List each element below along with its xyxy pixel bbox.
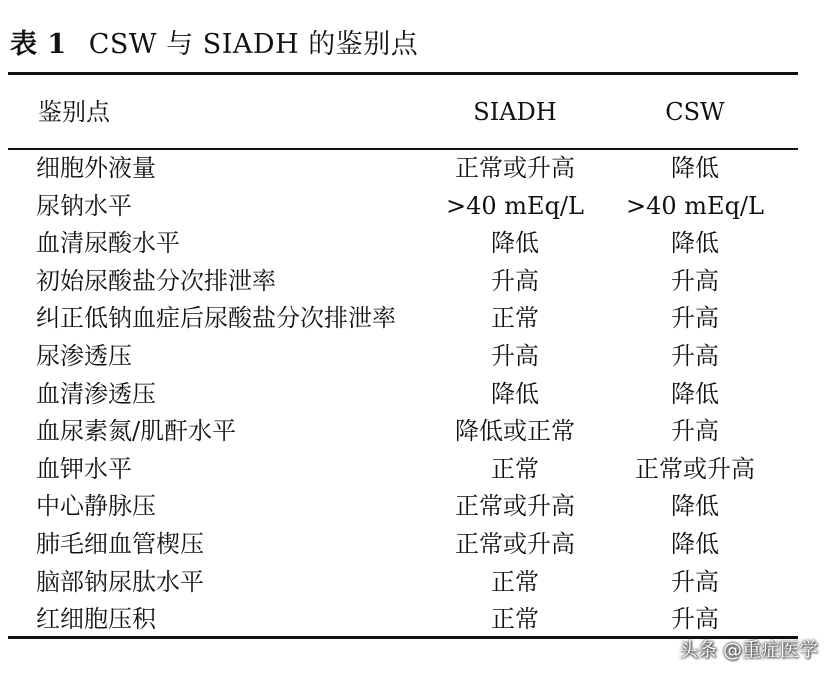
header-csw: CSW [665,98,725,126]
table-row [0,188,832,226]
cell-csw: 降低 [671,529,719,558]
cell-csw: 降低 [671,154,719,182]
table-row [0,564,832,602]
cell-criterion: 血尿素氮/肌酐水平 [36,417,237,446]
watermark [649,635,818,662]
cell-criterion: 肺毛细血管楔压 [36,529,204,558]
cell-siadh: 正常 [491,304,539,333]
watermark-text: 头条 @重症医学 [678,639,818,661]
header-criterion: 鉴别点 [38,98,110,126]
table-row [0,488,832,526]
cell-siadh: 降低 [491,229,539,258]
table-row [0,526,832,564]
table-row [0,300,832,338]
cell-siadh: 正常 [491,605,539,634]
cell-csw: >40 mEq/L [626,191,764,220]
cell-siadh: 降低 [491,379,539,408]
cell-csw: 升高 [671,417,719,446]
cell-criterion: 初始尿酸盐分次排泄率 [36,266,276,295]
cell-criterion: 细胞外液量 [36,154,156,182]
cell-csw: 正常或升高 [635,454,755,483]
cell-csw: 降低 [671,229,719,258]
cell-csw: 降低 [671,492,719,521]
cell-csw: 升高 [671,304,719,333]
table-row [0,150,832,188]
table-row [0,376,832,414]
table-header-row [0,92,832,132]
cell-siadh: 升高 [491,341,539,370]
cell-criterion: 脑部钠尿肽水平 [36,567,204,596]
header-siadh: SIADH [473,98,557,126]
cell-siadh: 正常或升高 [455,529,575,558]
cell-siadh: 正常 [491,567,539,596]
table-title-text: CSW 与 SIADH 的鉴别点 [88,29,419,60]
cell-csw: 升高 [671,266,719,295]
table-row [0,451,832,489]
table-top-rule [8,72,798,75]
table-title [10,22,418,61]
table-row [0,601,832,639]
cell-criterion: 血清尿酸水平 [36,229,180,258]
cell-csw: 升高 [671,567,719,596]
wechat-icon [649,639,673,659]
cell-criterion: 尿渗透压 [36,341,132,370]
cell-criterion: 血钾水平 [36,454,132,483]
cell-criterion: 中心静脉压 [36,492,156,521]
table-row [0,338,832,376]
table-number: 表 1 [10,29,67,60]
table-row [0,263,832,301]
cell-criterion: 血清渗透压 [36,379,156,408]
table-row [0,413,832,451]
cell-siadh: 升高 [491,266,539,295]
table-row [0,225,832,263]
table-body [0,150,832,639]
cell-criterion: 尿钠水平 [36,191,132,220]
cell-siadh: 正常或升高 [455,154,575,182]
cell-csw: 降低 [671,379,719,408]
cell-siadh: >40 mEq/L [446,191,584,220]
cell-criterion: 红细胞压积 [36,605,156,634]
cell-siadh: 降低或正常 [455,417,575,446]
cell-csw: 升高 [671,605,719,634]
cell-csw: 升高 [671,341,719,370]
cell-criterion: 纠正低钠血症后尿酸盐分次排泄率 [36,304,396,333]
cell-siadh: 正常或升高 [455,492,575,521]
cell-siadh: 正常 [491,454,539,483]
